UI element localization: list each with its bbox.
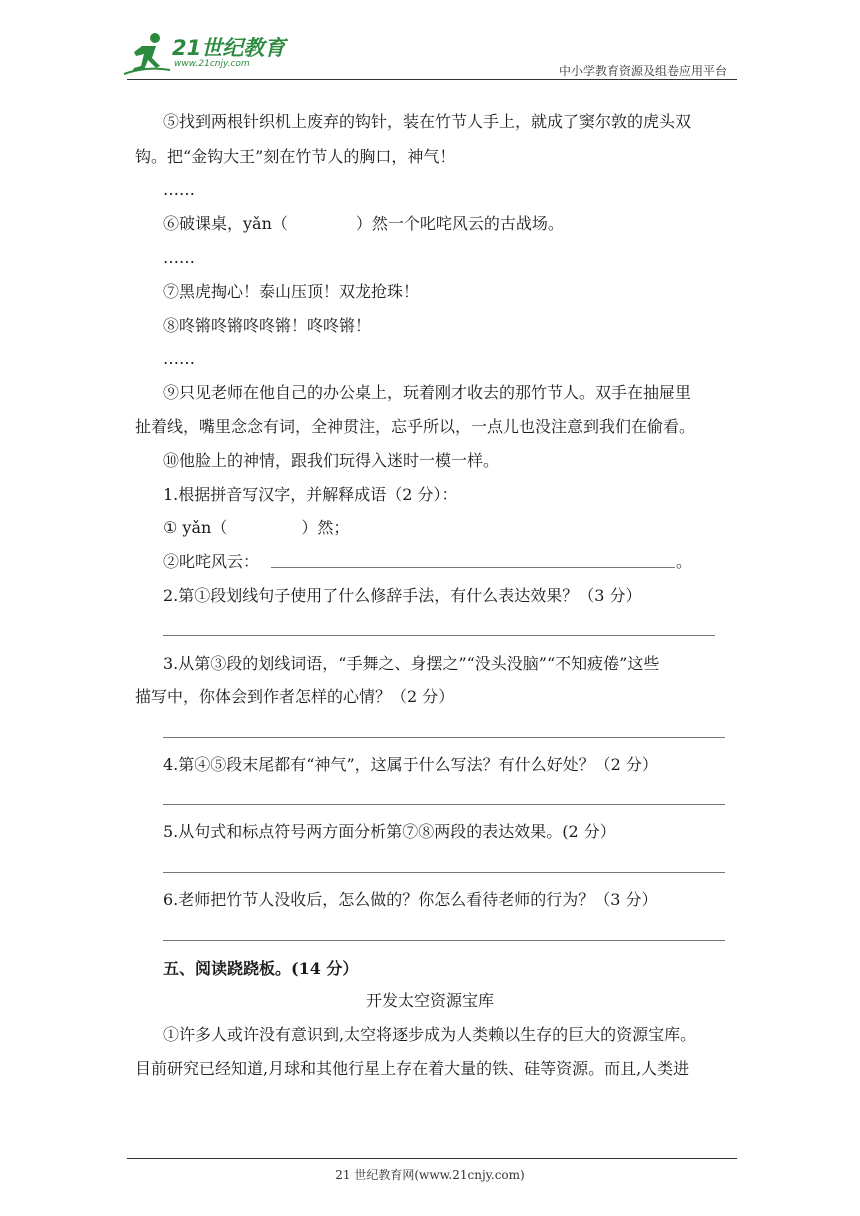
footer-divider xyxy=(127,1158,737,1159)
logo-title: 21世纪教育 xyxy=(172,36,286,60)
answer-line-q5[interactable] xyxy=(163,872,725,873)
question-1: 1.根据拼音写汉字，并解释成语（2 分）： xyxy=(163,485,458,504)
page-header xyxy=(0,0,860,82)
paragraph-9-line-2: 扯着线，嘴里念念有词，全神贯注，忘乎所以，一点儿也没注意到我们在偷看。 xyxy=(135,417,696,436)
paragraph-6-post: ）然一个叱咤风云的古战场。 xyxy=(355,214,564,233)
answer-line-q1b[interactable] xyxy=(271,567,675,568)
question-4: 4.第④⑤段末尾都有“神气”，这属于什么写法？有什么好处？（2 分） xyxy=(163,755,658,774)
answer-line-q4[interactable] xyxy=(163,804,725,805)
paragraph-6 xyxy=(163,214,763,234)
paragraph-8: ⑧咚锵咚锵咚咚锵！咚咚锵！ xyxy=(163,316,372,335)
header-divider xyxy=(127,79,737,80)
answer-line-q3[interactable] xyxy=(163,737,725,738)
paragraph-7: ⑦黑虎掏心！泰山压顶！双龙抢珠！ xyxy=(163,282,420,301)
article-title: 开发太空资源宝库 xyxy=(365,991,494,1010)
question-1a-pre: ① yǎn（ xyxy=(163,518,228,537)
paragraph-5-line-2: 钩。把“金钩大王”刻在竹节人的胸口，神气！ xyxy=(135,147,456,166)
runner-logo-icon xyxy=(122,30,172,78)
paragraph-6-pre: ⑥破课桌，yǎn（ xyxy=(163,214,288,233)
question-1b-end: 。 xyxy=(676,552,693,571)
article-paragraph-1-line-1: ①许多人或许没有意识到,太空将逐步成为人类赖以生存的巨大的资源宝库。 xyxy=(163,1025,697,1044)
question-1a xyxy=(163,518,763,538)
question-3-line-1: 3.从第③段的划线词语，“手舞之、身摆之”“没头没脑”“不知疲倦”这些 xyxy=(163,654,660,673)
question-6: 6.老师把竹节人没收后，怎么做的？你怎么看待老师的行为？（3 分） xyxy=(163,890,658,909)
site-logo xyxy=(122,30,292,78)
platform-name: 中小学教育资源及组卷应用平台 xyxy=(558,64,727,78)
question-1a-post: ）然； xyxy=(301,518,350,537)
question-3-line-2: 描写中，你体会到作者怎样的心情？（2 分） xyxy=(135,687,455,706)
section-heading: 五、阅读跷跷板。(14 分） xyxy=(163,959,359,978)
article-paragraph-1-line-2: 目前研究已经知道,月球和其他行星上存在着大量的铁、硅等资源。而且,人类进 xyxy=(135,1059,690,1078)
question-5: 5.从句式和标点符号两方面分析第⑦⑧两段的表达效果。(2 分） xyxy=(163,822,616,841)
question-1b-pre: ②叱咤风云： xyxy=(163,552,260,571)
paragraph-10: ⑩他脸上的神情，跟我们玩得入迷时一模一样。 xyxy=(163,451,500,470)
question-1b xyxy=(163,552,763,572)
answer-line-q2[interactable] xyxy=(163,635,715,636)
ellipsis: …… xyxy=(163,248,195,267)
footer-text: 21 世纪教育网(www.21cnjy.com) xyxy=(335,1168,525,1182)
question-2: 2.第①段划线句子使用了什么修辞手法，有什么表达效果？（3 分） xyxy=(163,586,642,605)
paragraph-5-line-1: ⑤找到两根针织机上废弃的钩针，装在竹节人手上，就成了窦尔敦的虎头双 xyxy=(163,112,692,131)
logo-url: www.21cnjy.com xyxy=(174,59,250,69)
ellipsis: …… xyxy=(163,349,195,368)
paragraph-9-line-1: ⑨只见老师在他自己的办公桌上，玩着刚才收去的那竹节人。双手在抽屉里 xyxy=(163,383,692,402)
ellipsis: …… xyxy=(163,180,195,199)
answer-line-q6[interactable] xyxy=(163,940,725,941)
